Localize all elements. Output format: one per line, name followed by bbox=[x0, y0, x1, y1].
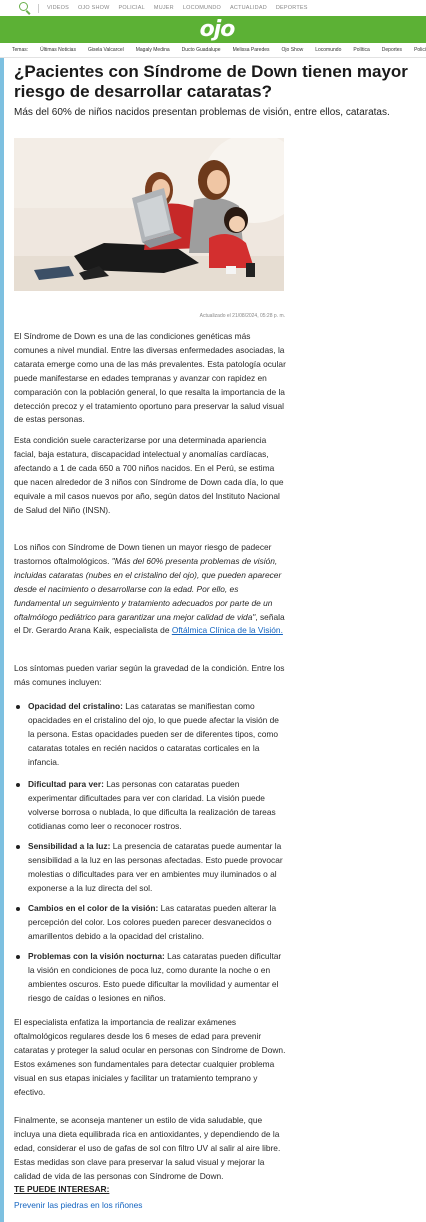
bullet-icon bbox=[16, 907, 20, 911]
secnav-temas: Temas: bbox=[12, 47, 29, 53]
paragraph: Esta condición suele caracterizarse por una determinada apariencia facial, baja estatura, discapacidad intelectual y anomalías cardíacas, afectando a 1 de cada 650 a 700 niños nacidos. En el Perú, se estima que nacen alrededor de 3 niños con Síndrome de Down cada día, lo que equivale a mil casos nuevos por año, según datos del Instituto Nacional de Salud del Niño (INSN). bbox=[14, 435, 284, 515]
secnav-item[interactable]: Ducto Guadalupe bbox=[181, 47, 221, 53]
topnav-mujer[interactable]: MUJER bbox=[153, 5, 174, 11]
secnav-item[interactable]: Política bbox=[353, 47, 370, 53]
section-nav bbox=[0, 43, 426, 58]
paragraph: El especialista enfatiza la importancia de realizar exámenes oftalmológicos regulares desde los 6 meses de edad para prevenir cataratas y proteger la salud ocular en personas con Síndrome de Down. Estos exámenes son fundamentales para detectar cualquier problema visual en sus etapas iniciales y facilitar un tratamiento temprano y efectivo. bbox=[14, 1017, 286, 1097]
bullet-icon bbox=[16, 845, 20, 849]
secnav-item[interactable]: Gisela Valcarcel bbox=[87, 47, 124, 53]
list-item-text: Cambios en el color de la visión: Las cataratas pueden alterar la percepción del color. Los colores pueden parecer desvanecidos o amarillentos debido a la opacidad del cristalino. bbox=[28, 903, 277, 941]
secnav-item[interactable]: Melissa Paredes bbox=[232, 47, 270, 53]
interest-label: TE PUEDE INTERESAR: bbox=[14, 1184, 110, 1194]
top-nav bbox=[47, 5, 308, 11]
secnav-item[interactable]: Ojo Show bbox=[281, 47, 304, 53]
secnav-item[interactable]: Magaly Medina bbox=[135, 47, 170, 53]
paragraph: El Síndrome de Down es una de las condiciones genéticas más comunes a nivel mundial. Entre las diversas enfermedades asociadas, la catarata emerge como una de las más prevalentes. Esta patología ocular puede manifestarse en edades tempranas y avanzar con rapidez en comparación con la población general, lo que resalta la importancia de la detección precoz y el tratamiento oportuno para preservar la salud visual de estas personas. bbox=[14, 331, 286, 425]
topnav-policial[interactable]: POLICIAL bbox=[118, 5, 145, 11]
article-title: ¿Pacientes con Síndrome de Down tienen mayor riesgo de desarrollar cataratas? bbox=[14, 62, 408, 101]
quote-text: "Más del 60% presenta problemas de visión, incluidas cataratas (nubes en el cristalino del ojo), que pueden aparecer desde el nacimiento o desarrollarse con la edad. Por ello, es fundamental un seguimiento y tratamiento adecuados por parte de un oftalmólogo pediátrico para garantizar una mejor calidad de vida" bbox=[14, 555, 282, 622]
paragraph-text: , señala el Dr. Gerardo Arana Kaik, especialista de bbox=[14, 611, 285, 636]
topnav-actualidad[interactable]: ACTUALIDAD bbox=[230, 5, 267, 11]
secnav-item[interactable]: Polici bbox=[414, 47, 426, 53]
paragraph: Los síntomas pueden variar según la gravedad de la condición. Entre los más comunes incluyen: bbox=[14, 663, 285, 687]
list-item-text: Opacidad del cristalino: Las cataratas se manifiestan como opacidades en el cristalino del ojo, lo que puede afectar la visión de la persona. Estas opacidades pueden ser de diferentes tipos, como cataratas totales en recién nacidos o cataratas corticales en la infancia. bbox=[28, 701, 279, 767]
bullet-icon bbox=[16, 955, 20, 959]
ojo-logo[interactable]: ojo bbox=[199, 17, 235, 42]
topnav-videos[interactable]: VIDEOS bbox=[47, 5, 69, 11]
top-bar bbox=[0, 0, 426, 17]
secnav-item[interactable]: Locomundo bbox=[315, 47, 342, 53]
bullet-icon bbox=[16, 783, 20, 787]
topnav-deportes[interactable]: DEPORTES bbox=[275, 5, 308, 11]
left-accent-stripe bbox=[0, 0, 4, 1222]
list-item-text: Dificultad para ver: Las personas con cataratas pueden experimentar dificultades para ver con claridad. La visión puede volverse borrosa o nublada, lo que dificulta la realización de tareas cotidianas como leer o reconocer rostros. bbox=[28, 779, 276, 831]
bullet-icon bbox=[16, 705, 20, 709]
related-article-link[interactable]: Prevenir las piedras en los riñones bbox=[14, 1200, 143, 1210]
topnav-ojo-show[interactable]: OJO SHOW bbox=[77, 5, 110, 11]
article-subtitle: Más del 60% de niños nacidos presentan problemas de visión, entre ellos, cataratas. bbox=[14, 107, 390, 118]
clinic-link[interactable]: Oftálmica Clínica de la Visión. bbox=[171, 625, 283, 636]
secnav-item[interactable]: Deportes bbox=[381, 47, 403, 53]
list-item-text: Problemas con la visión nocturna: Las cataratas pueden dificultar la visión en condiciones de poca luz, como durante la noche o en ambientes oscuros. Esto puede dificultar la movilidad y aumentar el riesgo de caídas o lesiones en niños. bbox=[28, 951, 282, 1003]
paragraph: Finalmente, se aconseja mantener un estilo de vida saludable, que incluya una dieta equilibrada rica en antioxidantes, y dependiendo de la edad, considerar el uso de gafas de sol con filtro UV al salir al aire libre. Estas medidas son clave para preservar la salud visual y mejorar la calidad de vida de las personas con Síndrome de Down. bbox=[14, 1115, 281, 1181]
topnav-locomundo[interactable]: LOCOMUNDO bbox=[182, 5, 222, 11]
paragraph-quote bbox=[14, 541, 286, 638]
search-icon[interactable] bbox=[18, 1, 32, 15]
list-item-text: Sensibilidad a la luz: La presencia de cataratas puede aumentar la sensibilidad a la luz en las personas afectadas. Esto puede provocar molestias o dificultades para ver en ambientes muy iluminados o al exponerse a la luz directa del sol. bbox=[28, 841, 283, 893]
secnav-item[interactable]: Últimas Noticias bbox=[40, 47, 76, 53]
paragraph-text: Los niños con Síndrome de Down tienen un mayor riesgo de padecer trastornos oftalmológicos. bbox=[14, 542, 272, 566]
hero-image bbox=[14, 138, 284, 291]
divider bbox=[38, 4, 39, 13]
updated-timestamp: Actualizado el 21/08/2024, 05:28 p. m. bbox=[199, 313, 285, 319]
